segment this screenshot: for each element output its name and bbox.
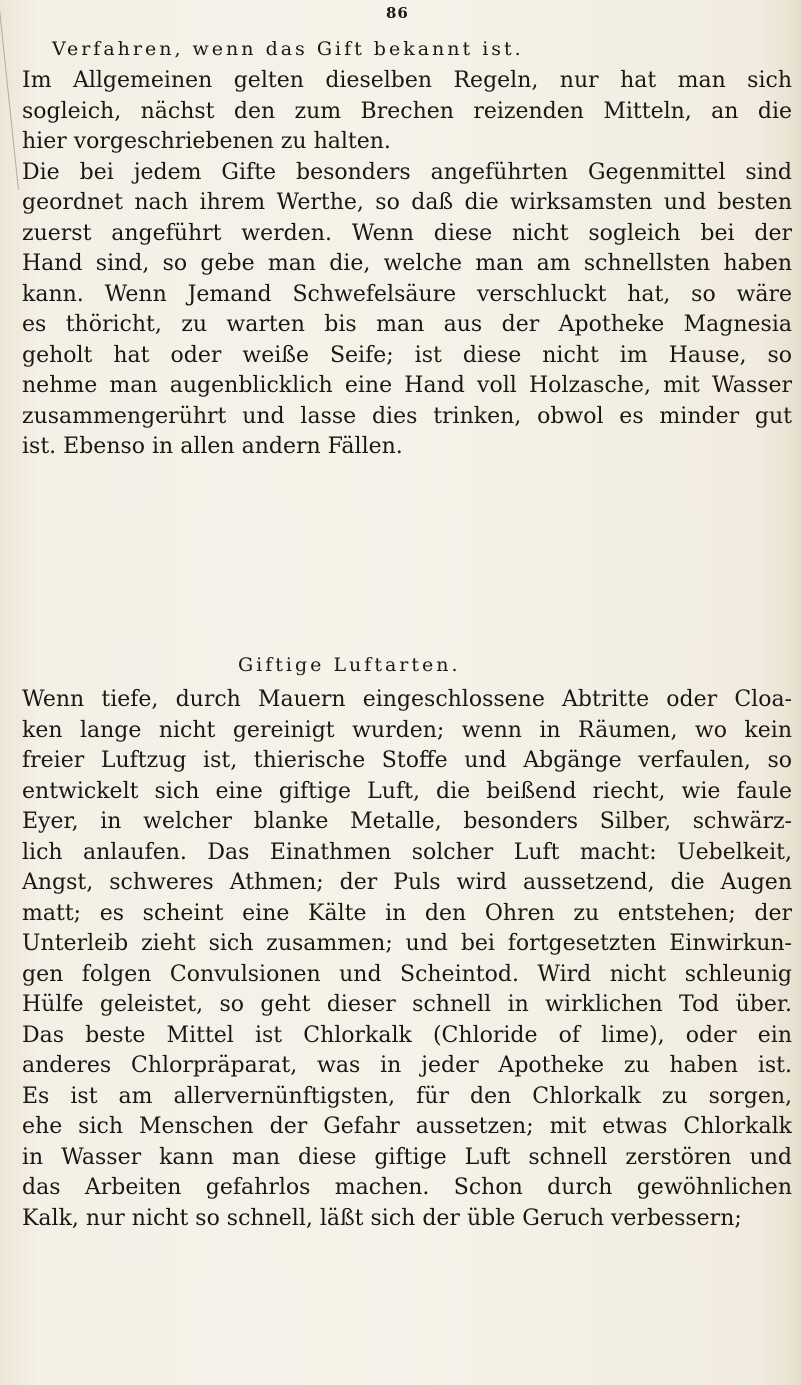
text-line: Hand sind, so gebe man die, welche man am schnellsten haben — [22, 251, 792, 276]
text-line: ehe sich Menschen der Gefahr aussetzen; mit etwas Chlorkalk — [22, 1114, 792, 1139]
text-line: zuerst angeführt werden. Wenn diese nicht sogleich bei der — [22, 220, 792, 246]
text-line: matt; es scheint eine Kälte in den Ohren zu entstehen; der — [22, 900, 792, 926]
text-line: Wenn tiefe, durch Mauern eingeschlossene Abtritte oder Cloa- — [22, 687, 792, 712]
text-line: geordnet nach ihrem Werthe, so daß die wirksamsten und besten — [22, 190, 792, 215]
text-line: Angst, schweres Athmen; der Puls wird aussetzend, die Augen — [22, 870, 792, 895]
text-line: lich anlaufen. Das Einathmen solcher Luft macht: Uebelkeit, — [22, 839, 792, 865]
text-line: ist. Ebenso in allen andern Fällen. — [22, 434, 403, 459]
section-heading-toxic-gases: Giftige Luftarten. — [238, 654, 461, 676]
text-line: Das beste Mittel ist Chlorkalk (Chloride of lime), oder ein — [22, 1022, 792, 1048]
paragraph-general-rules — [22, 66, 792, 463]
text-line: Im Allgemeinen gelten dieselben Regeln, nur hat man sich — [22, 68, 792, 93]
text-line: gen folgen Convulsionen und Scheintod. Wird nicht schleunig — [22, 961, 792, 987]
text-line: geholt hat oder weiße Seife; ist diese nicht im Hause, so — [22, 342, 792, 368]
text-line: Unterleib zieht sich zusammen; und bei fortgesetzten Einwirkun- — [22, 931, 792, 956]
section-heading-procedure: Verfahren, wenn das Gift bekannt ist. — [52, 38, 524, 60]
text-line: ken lange nicht gereinigt wurden; wenn in Räumen, wo kein — [22, 717, 792, 743]
text-line: das Arbeiten gefahrlos machen. Schon durch gewöhnlichen — [22, 1175, 792, 1200]
text-line: Es ist am allervernünftigsten, für den Chlorkalk zu sorgen, — [22, 1083, 792, 1109]
text-line: sogleich, nächst den zum Brechen reizenden Mitteln, an die — [22, 98, 792, 124]
text-line: anderes Chlorpräparat, was in jeder Apotheke zu haben ist. — [22, 1053, 792, 1078]
text-line: freier Luftzug ist, thierische Stoffe und Abgänge verfaulen, so — [22, 748, 792, 773]
text-line: entwickelt sich eine giftige Luft, die beißend riecht, wie faule — [22, 778, 792, 804]
text-line: nehme man augenblicklich eine Hand voll Holzasche, mit Wasser — [22, 373, 792, 398]
text-line: es thöricht, zu warten bis man aus der Apotheke Magnesia — [22, 312, 792, 337]
paragraph-toxic-gases — [22, 685, 792, 1234]
page-edge-divider — [0, 0, 22, 190]
page-number: 86 — [386, 4, 409, 22]
text-line: in Wasser kann man diese giftige Luft schnell zerstören und — [22, 1144, 792, 1170]
text-line: Die bei jedem Gifte besonders angeführten Gegenmittel sind — [22, 159, 792, 185]
text-line: Kalk, nur nicht so schnell, läßt sich der üble Geruch verbessern; — [22, 1205, 742, 1231]
text-line: Eyer, in welcher blanke Metalle, besonders Silber, schwärz- — [22, 809, 792, 834]
text-line: hier vorgeschriebenen zu halten. — [22, 129, 391, 154]
text-line: kann. Wenn Jemand Schwefelsäure verschluckt hat, so wäre — [22, 281, 792, 307]
text-line: Hülfe geleistet, so geht dieser schnell in wirklichen Tod über. — [22, 992, 792, 1017]
text-line: zusammengerührt und lasse dies trinken, obwol es minder gut — [22, 403, 792, 429]
